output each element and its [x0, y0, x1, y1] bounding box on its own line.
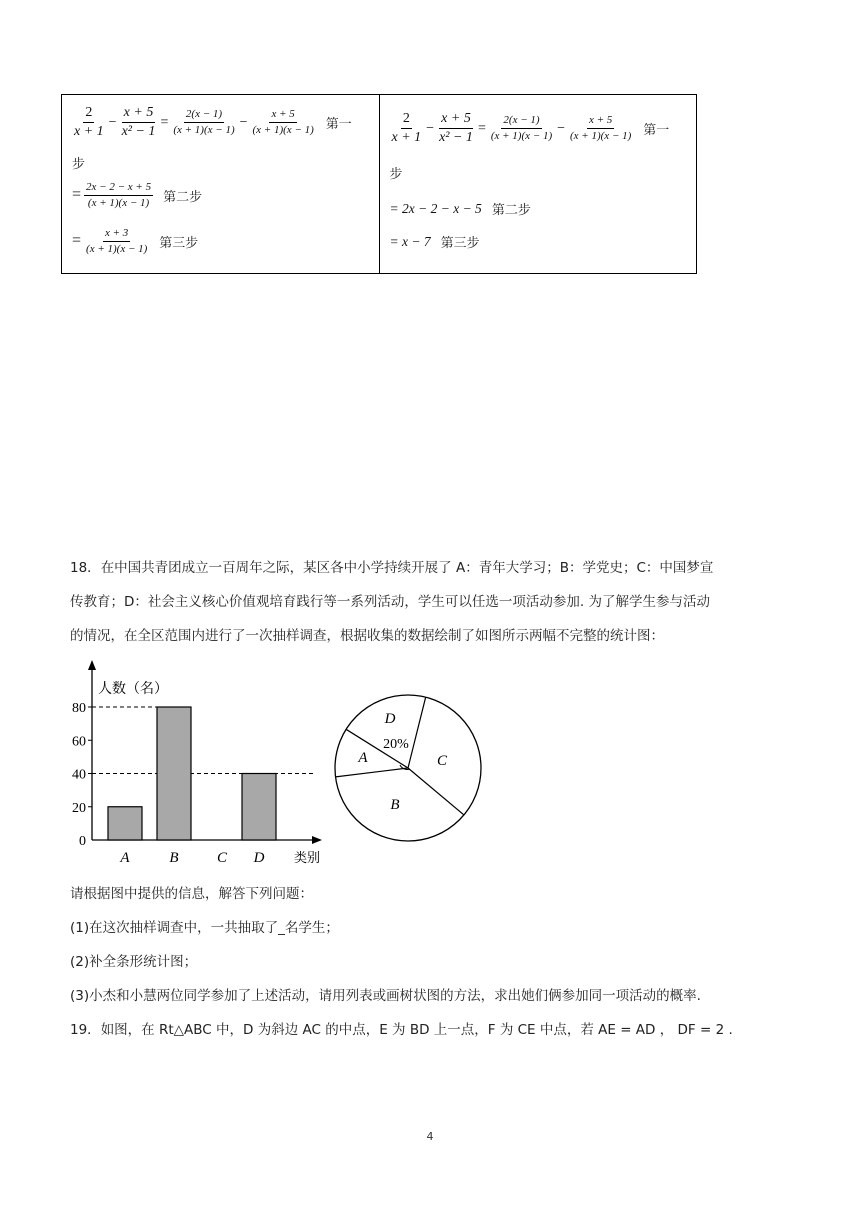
q18-line1	[70, 556, 713, 576]
q18-prompt: 请根据图中提供的信息，解答下列问题：	[70, 886, 313, 902]
right-step1-equation: $\frac{2}{x + 1}$ − $\frac{x + 5}{\text{x² − 1}}$ = $\frac{2(x - 1)}{(x + 1)(x - 1)}$ − $\frac{x + 5}{(x + 1)(x - 1)}$ 第一	[391, 111, 670, 146]
y-tick-label-60: 60	[72, 734, 86, 750]
left-step1-wrap: 步	[72, 157, 86, 172]
left-solution-cell	[62, 95, 379, 273]
q19-text: 如图，在 Rt△ABC 中，D 为斜边 AC 的中点，E 为 BD 上一点，F 为 CE 中点，若 AE = AD ， DF = 2 .	[100, 1022, 733, 1038]
q19-number: 19．	[70, 1022, 101, 1038]
x-axis-arrow	[312, 836, 322, 844]
x-tick-label-B: B	[169, 850, 179, 866]
left-step1-equation: $\frac{2}{x + 1}$ − $\frac{x + 5}{\text{x² − 1}}$ = $\frac{2(x - 1)}{(x + 1)(x - 1)}$ − $\frac{x + 5}{(x + 1)(x - 1)}$ 第一	[74, 105, 352, 140]
q18-sub3: (3)小杰和小慧两位同学参加了上述活动，请用列表或画树状图的方法，求出她们俩参加同一项活动的概率.	[70, 988, 701, 1004]
x-tick-label-D: D	[253, 850, 265, 866]
y-tick-label-20: 20	[72, 800, 86, 816]
pie-percent-D: 20%	[383, 737, 409, 752]
right-step2-equation: = 2x − 2 − x − 5 第二步	[389, 200, 531, 218]
bar-D	[242, 774, 276, 841]
q18-text-line2: 传教育；D：社会主义核心价值观培育践行等一系列活动，学生可以任选一项活动参加. 为了解学生参与活动	[70, 594, 710, 610]
comparison-table	[61, 94, 697, 274]
y-axis-arrow	[88, 660, 96, 670]
pie-label-B: B	[390, 797, 400, 813]
q18-text-line1: 在中国共青团成立一百周年之际，某区各中小学持续开展了 A：青年大学习；B：学党史；C：中国梦宣	[100, 560, 714, 576]
pie-label-A: A	[358, 750, 368, 766]
x-tick-label-A: A	[120, 850, 130, 866]
q19-line	[70, 1018, 733, 1038]
x-axis-label: 类别	[294, 850, 321, 865]
y-tick-label-0: 0	[79, 834, 86, 849]
bar-B	[157, 707, 191, 840]
right-step1-wrap: 步	[389, 167, 403, 182]
left-step2-equation: = $\frac{2x - 2 - x + 5}{(x + 1)(x - 1)}$ 第二步	[72, 181, 203, 209]
pie-label-D: D	[384, 711, 396, 727]
q18-sub2: (2)补全条形统计图；	[70, 954, 198, 970]
q18-number: 18．	[70, 560, 101, 576]
bar-chart	[60, 655, 335, 870]
pie-chart	[330, 690, 490, 850]
q18-sub1: (1)在这次抽样调查中，一共抽取了_名学生；	[70, 920, 339, 936]
page-number: 4	[426, 1130, 434, 1143]
right-solution-cell	[379, 95, 697, 273]
right-step3-equation: = x − 7 第三步	[389, 233, 480, 251]
x-tick-label-C: C	[216, 850, 228, 866]
y-tick-label-80: 80	[72, 701, 86, 716]
pie-label-C: C	[436, 753, 448, 769]
y-tick-label-40: 40	[72, 767, 86, 783]
bar-A	[108, 807, 142, 840]
y-axis-label: 人数（名）	[98, 682, 168, 697]
left-step3-equation: = $\frac{x + 3}{(x + 1)(x - 1)}$ 第三步	[72, 227, 199, 255]
q18-text-line3: 的情况，在全区范围内进行了一次抽样调查，根据收集的数据绘制了如图所示两幅不完整的统计图：	[70, 628, 664, 644]
